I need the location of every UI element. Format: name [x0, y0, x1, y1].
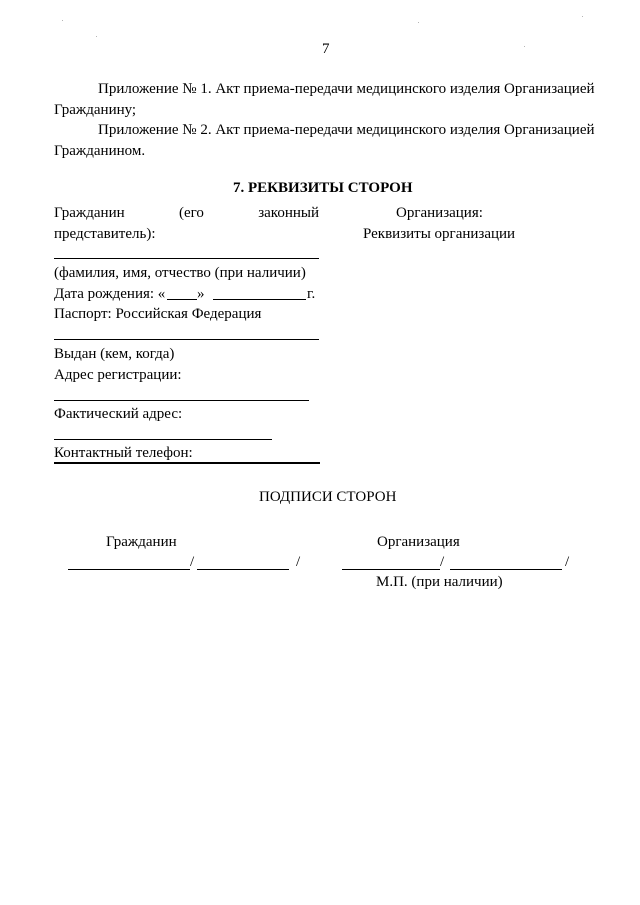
citizen-signature-slash: / — [190, 554, 195, 570]
phone-line — [54, 462, 320, 464]
organization-signature-line — [342, 569, 440, 570]
citizen-name-signature-line — [197, 569, 289, 570]
citizen-signature-slash-end: / — [296, 554, 301, 570]
birth-quote: » — [197, 286, 205, 302]
signature-citizen-label: Гражданин — [106, 534, 177, 550]
organization-name-signature-line — [450, 569, 562, 570]
passport-label: Паспорт: Российская Федерация — [54, 306, 262, 322]
citizen-signature-line — [68, 569, 190, 570]
birth-date-label: Дата рождения: « — [54, 286, 166, 302]
actual-address-line — [54, 439, 272, 440]
passport-line — [54, 339, 319, 340]
citizen-header-word: Гражданин — [54, 205, 125, 221]
citizen-name-line — [54, 258, 319, 259]
fio-label: (фамилия, имя, отчество (при наличии) — [54, 265, 306, 281]
actual-address-label: Фактический адрес: — [54, 406, 183, 422]
registration-address-label: Адрес регистрации: — [54, 367, 182, 383]
signatures-title: ПОДПИСИ СТОРОН — [259, 489, 397, 505]
signature-organization-label: Организация — [377, 534, 460, 550]
birth-month-line — [213, 299, 306, 300]
birth-year-suffix: г. — [307, 286, 316, 302]
organization-header: Организация: — [396, 205, 483, 221]
phone-label: Контактный телефон: — [54, 445, 193, 461]
appendix-1-line-2: Гражданину; — [54, 102, 137, 118]
citizen-header-word: законный — [258, 205, 319, 221]
organization-details: Реквизиты организации — [363, 226, 516, 242]
citizen-header-line-2: представитель): — [54, 226, 156, 242]
appendix-2-line-2: Гражданином. — [54, 143, 146, 159]
appendix-2-line-1: Приложение № 2. Акт приема-передачи медицинского изделия Организацией — [98, 122, 595, 138]
scan-speck — [524, 46, 525, 47]
scan-speck — [582, 16, 583, 17]
scan-speck — [96, 36, 97, 37]
organization-signature-slash: / — [440, 554, 445, 570]
registration-address-line — [54, 400, 309, 401]
appendix-1-line-1: Приложение № 1. Акт приема-передачи медицинского изделия Организацией — [98, 81, 595, 97]
section-title: 7. РЕКВИЗИТЫ СТОРОН — [233, 180, 413, 196]
seal-label: М.П. (при наличии) — [376, 574, 503, 590]
organization-signature-slash-end: / — [565, 554, 570, 570]
citizen-header — [54, 204, 319, 222]
birth-day-line — [167, 299, 197, 300]
issued-label: Выдан (кем, когда) — [54, 346, 175, 362]
page-number: 7 — [322, 41, 330, 57]
scan-speck — [418, 22, 419, 23]
scan-speck — [62, 20, 63, 21]
citizen-header-word: (его — [178, 205, 204, 221]
